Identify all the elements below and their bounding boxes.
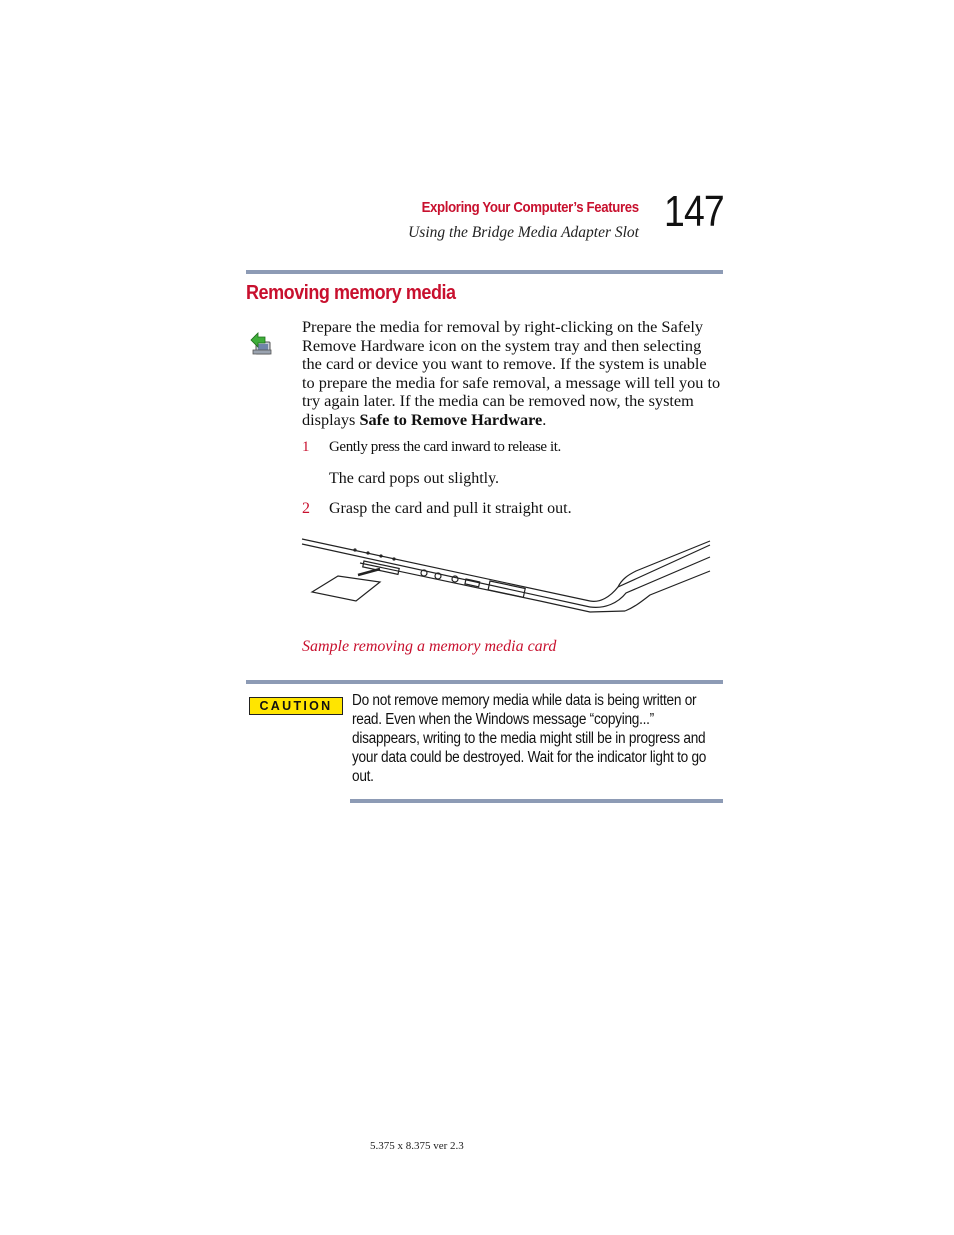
page-number: 147 — [664, 187, 724, 236]
step-2 — [302, 500, 572, 518]
step-number: 1 — [302, 439, 310, 455]
section-subtitle: Using the Bridge Media Adapter Slot — [408, 224, 639, 241]
step-text: Grasp the card and pull it straight out. — [329, 500, 572, 517]
intro-text-end: . — [542, 409, 547, 429]
figure-caption: Sample removing a memory media card — [302, 638, 557, 655]
caution-text: Do not remove memory media while data is being written or read. Even when the Windows message “copying...” disappears, writing to the media might still be in progress and your data could be destroyed. Wait for the indicator light to go out. — [352, 692, 707, 785]
caution-badge: CAUTION — [249, 697, 343, 715]
chapter-title: Exploring Your Computer’s Features — [421, 199, 639, 216]
safe-to-remove-label: Safe to Remove Hardware — [359, 409, 543, 429]
intro-text: Prepare the media for removal by right-clicking on the Safely Remove Hardware icon on the system tray and then selecting the card or device you want to remove. If the system is unable to prepare the media for safe removal, a message will tell you to try again later. If the media can be removed now, the system displays — [302, 317, 721, 429]
section-title: Removing memory media — [246, 282, 456, 304]
step-number: 2 — [302, 500, 310, 517]
page-footer: 5.375 x 8.375 ver 2.3 — [370, 1140, 464, 1152]
caution-top-rule — [246, 680, 723, 684]
step-1 — [302, 439, 561, 456]
step-text: Gently press the card inward to release it. — [329, 439, 561, 455]
step-1-result: The card pops out slightly. — [329, 470, 500, 487]
top-rule — [246, 270, 723, 274]
safely-remove-hardware-icon — [248, 330, 274, 358]
laptop-illustration — [300, 535, 715, 615]
intro-paragraph — [302, 318, 722, 430]
caution-bottom-rule — [350, 799, 723, 803]
